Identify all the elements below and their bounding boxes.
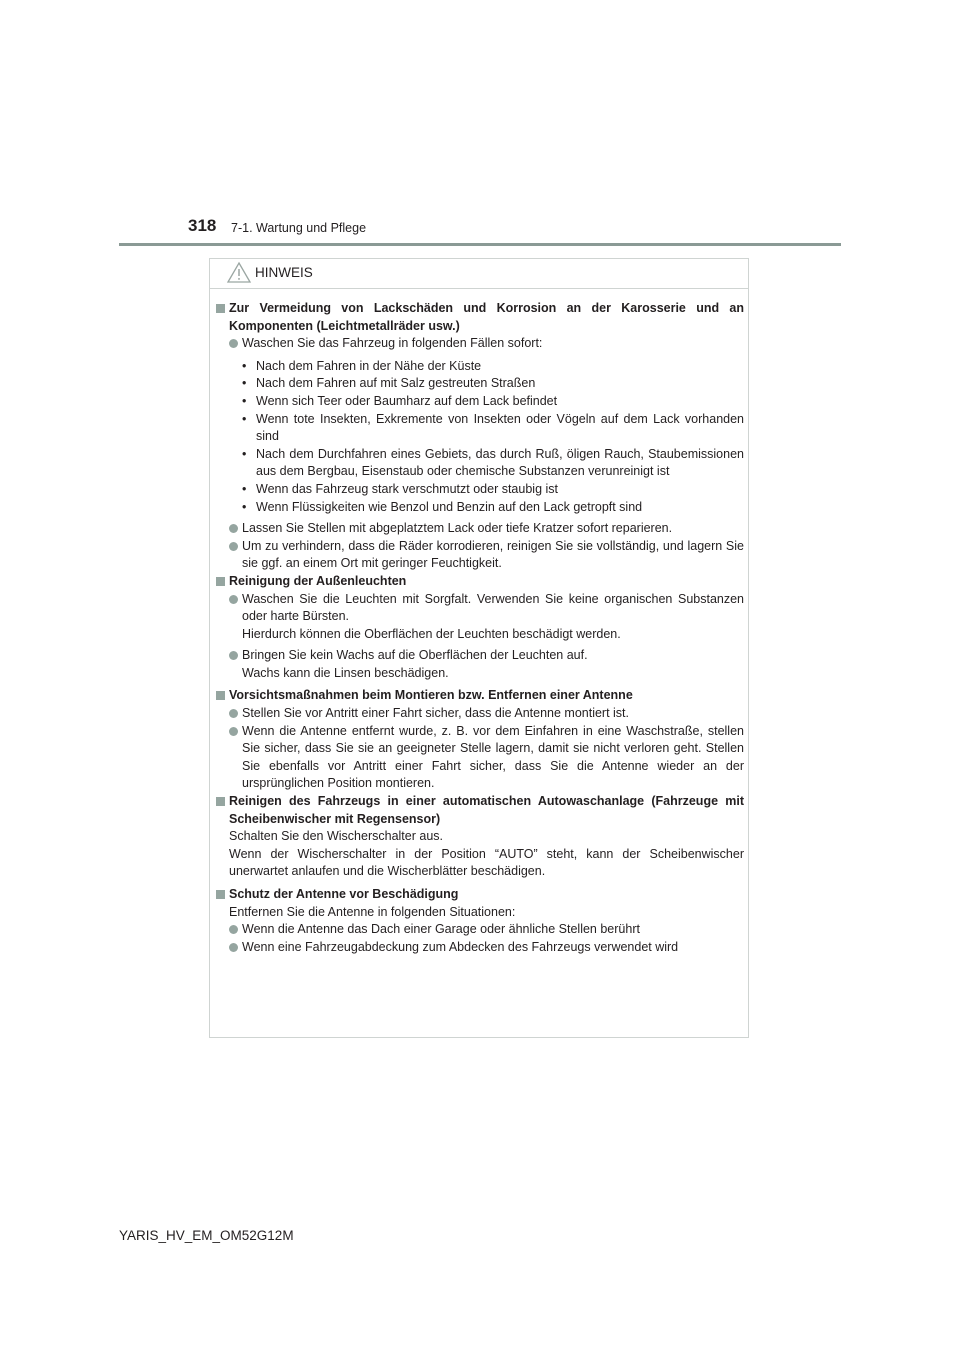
list-item-text: Lassen Sie Stellen mit abgeplatztem Lack oder tiefe Kratzer sofort reparieren. — [242, 521, 673, 536]
sub-list-item-text: Nach dem Fahren in der Nähe der Küste — [256, 358, 482, 373]
section-body-line: Schalten Sie den Wischerschalter aus. — [229, 829, 443, 844]
circle-bullet-icon — [229, 651, 238, 660]
section-title: 7-1. Wartung und Pflege — [231, 221, 367, 235]
notice-section — [216, 573, 744, 683]
list-item-text: Um zu verhindern, dass die Räder korrodieren, reinigen Sie sie vollständig, und lagern Sie sie ggf. an einem Ort mit geringer Feuchtigkeit. — [242, 538, 744, 571]
sub-list-item: • Wenn tote Insekten, Exkremente von Insekten oder Vögeln auf dem Lack vorhanden sind — [242, 411, 744, 444]
section-heading — [216, 886, 744, 904]
notice-box — [209, 258, 749, 1038]
sub-list-item-text: Nach dem Fahren auf mit Salz gestreuten Straßen — [256, 376, 536, 391]
section-heading-text: Reinigen des Fahrzeugs in einer automatischen Autowaschanlage (Fahrzeuge mit Scheibenwischer mit Regensensor) — [229, 794, 744, 826]
list-item-note: Wachs kann die Linsen beschädigen. — [242, 665, 449, 680]
square-bullet-icon — [216, 890, 225, 899]
circle-bullet-icon — [229, 727, 238, 736]
section-heading — [216, 793, 744, 828]
warning-triangle-icon — [226, 261, 252, 290]
header-rule — [119, 243, 841, 246]
square-bullet-icon — [216, 797, 225, 806]
sub-list — [216, 358, 744, 516]
square-bullet-icon — [216, 577, 225, 586]
list-item — [216, 520, 744, 538]
sub-list-item: • Wenn Flüssigkeiten wie Benzol und Benzin auf den Lack getropft sind — [242, 499, 643, 514]
circle-bullet-icon — [229, 709, 238, 718]
notice-label: HINWEIS — [255, 265, 313, 280]
list-item-text: Wenn die Antenne das Dach einer Garage oder ähnliche Stellen berührt — [242, 922, 640, 937]
list-item-text: Stellen Sie vor Antritt einer Fahrt sicher, dass die Antenne montiert ist. — [242, 706, 629, 721]
list-item — [216, 921, 744, 939]
sub-list-item: • Nach dem Durchfahren eines Gebiets, das durch Ruß, öligen Rauch, Staubemissionen aus dem Bergbau, Eisenstaub oder chemische Substanzen verunreinigt ist — [242, 446, 744, 479]
list-item — [216, 591, 744, 644]
list-item — [216, 723, 744, 793]
list-item — [216, 335, 744, 353]
list-item — [216, 538, 744, 573]
circle-bullet-icon — [229, 339, 238, 348]
sub-list-item-text: Wenn sich Teer oder Baumharz auf dem Lack befindet — [256, 393, 558, 408]
section-body: Entfernen Sie die Antenne in folgenden Situationen: — [229, 904, 516, 919]
notice-section — [216, 793, 744, 881]
page-number: 318 — [188, 216, 217, 235]
list-item-text: Waschen Sie das Fahrzeug in folgenden Fällen sofort: — [242, 336, 543, 351]
section-heading — [216, 300, 744, 335]
sub-list-item: • Wenn sich Teer oder Baumharz auf dem Lack befindet — [242, 393, 558, 408]
square-bullet-icon — [216, 304, 225, 313]
notice-body — [216, 300, 744, 956]
section-heading-text: Schutz der Antenne vor Beschädigung — [229, 887, 459, 901]
section-heading — [216, 573, 744, 591]
circle-bullet-icon — [229, 595, 238, 604]
sub-list-item: • Nach dem Fahren auf mit Salz gestreuten Straßen — [242, 376, 536, 391]
circle-bullet-icon — [229, 925, 238, 934]
list-item — [216, 939, 744, 957]
notice-section — [216, 300, 744, 573]
sub-list-item-text: Wenn Flüssigkeiten wie Benzol und Benzin auf den Lack getropft sind — [256, 499, 643, 514]
sub-list-item-text: Nach dem Durchfahren eines Gebiets, das durch Ruß, öligen Rauch, Staubemissionen aus dem Bergbau, Eisenstaub oder chemische Substanzen verunreinigt ist — [256, 446, 744, 479]
section-body — [216, 828, 744, 881]
circle-bullet-icon — [229, 943, 238, 952]
list-item-text: Wenn die Antenne entfernt wurde, z. B. vor dem Einfahren in eine Waschstraße, stellen Sie sicher, dass Sie sie an geeigneter Stelle lagern, damit sie nicht verloren geht. Stellen Sie ebenfalls vor Antritt einer Fahrt sicher, dass Sie die Antenne wieder an der ursprünglichen Position montieren. — [242, 723, 744, 791]
circle-bullet-icon — [229, 524, 238, 533]
section-heading — [216, 687, 744, 705]
list-item — [216, 705, 744, 723]
circle-bullet-icon — [229, 542, 238, 551]
section-heading-text: Reinigung der Außenleuchten — [229, 573, 407, 588]
sub-list-item: • Wenn das Fahrzeug stark verschmutzt oder staubig ist — [242, 481, 558, 496]
notice-section — [216, 886, 744, 956]
list-item-text: Waschen Sie die Leuchten mit Sorgfalt. Verwenden Sie keine organischen Substanzen oder harte Bürsten. — [242, 591, 744, 624]
notice-header — [210, 259, 748, 289]
list-item-note: Hierdurch können die Oberflächen der Leuchten beschädigt werden. — [242, 626, 621, 641]
document-code: YARIS_HV_EM_OM52G12M — [119, 1228, 294, 1243]
list-item-text: Bringen Sie kein Wachs auf die Oberflächen der Leuchten auf. — [242, 648, 588, 663]
list-item-text: Wenn eine Fahrzeugabdeckung zum Abdecken des Fahrzeugs verwendet wird — [242, 939, 679, 954]
section-heading-text: Vorsichtsmaßnahmen beim Montieren bzw. Entfernen einer Antenne — [229, 688, 633, 703]
sub-list-item: • Nach dem Fahren in der Nähe der Küste — [242, 358, 482, 373]
notice-section — [216, 687, 744, 793]
section-heading-text: Zur Vermeidung von Lackschäden und Korrosion an der Karosserie und an Komponenten (Leichtmetallräder usw.) — [229, 301, 744, 333]
sub-list-item-text: Wenn tote Insekten, Exkremente von Insekten oder Vögeln auf dem Lack vorhanden sind — [256, 411, 744, 444]
sub-list-item-text: Wenn das Fahrzeug stark verschmutzt oder staubig ist — [256, 481, 558, 496]
square-bullet-icon — [216, 691, 225, 700]
section-body-line: Wenn der Wischerschalter in der Position “AUTO” steht, kann der Scheibenwischer unerwartet anlaufen und die Wischerblätter beschädigen. — [229, 846, 744, 879]
list-item — [216, 647, 744, 682]
